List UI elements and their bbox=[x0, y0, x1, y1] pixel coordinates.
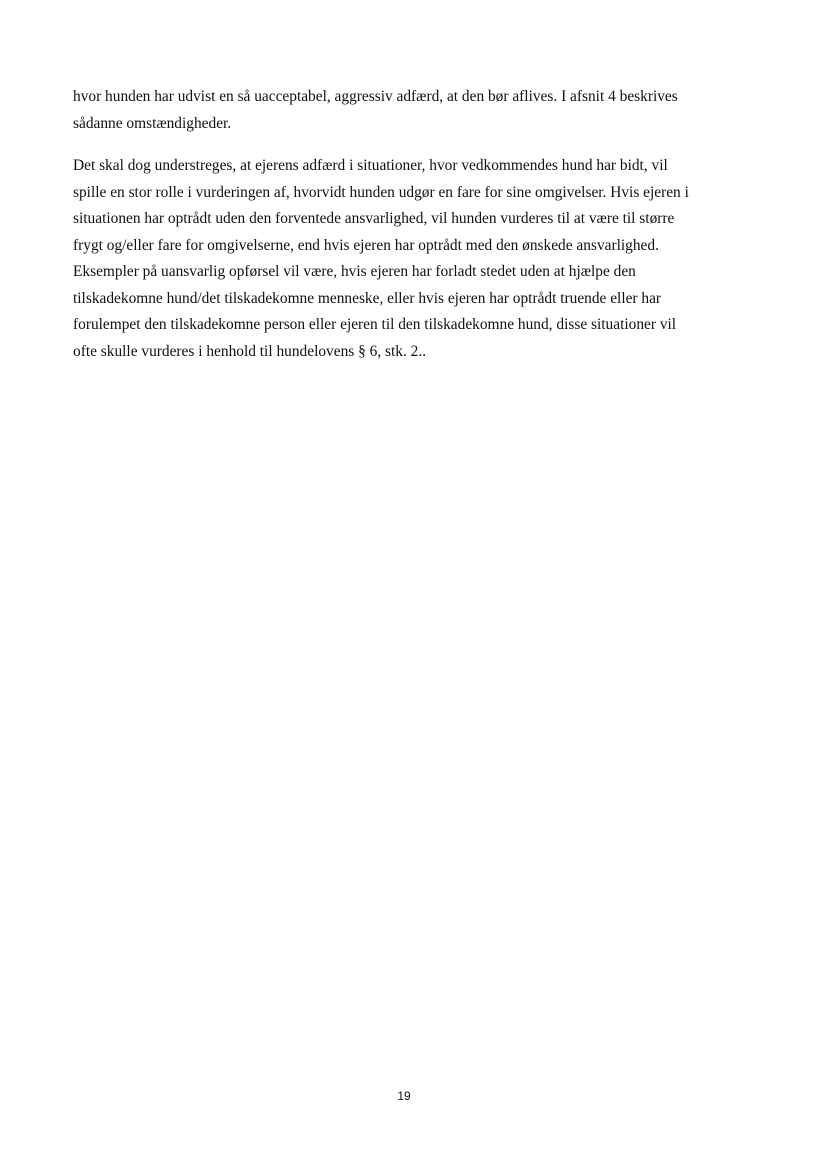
text-line: ofte skulle vurderes i henhold til hundelovens § 6, stk. 2.. bbox=[73, 342, 427, 360]
text-line: sådanne omstændigheder. bbox=[73, 114, 232, 132]
page-number: 19 bbox=[397, 1089, 411, 1103]
text-line: hvor hunden har udvist en så uacceptabel, aggressiv adfærd, at den bør aflives. I afsnit 4 beskrives bbox=[73, 88, 678, 105]
paragraph-1 bbox=[73, 84, 753, 137]
text-line: forulempet den tilskadekomne person eller ejeren til den tilskadekomne hund, disse situationer vil bbox=[73, 316, 677, 333]
paragraph-2 bbox=[73, 153, 753, 365]
text-line: Eksempler på uansvarlig opførsel vil være, hvis ejeren har forladt stedet uden at hjælpe den bbox=[73, 263, 636, 280]
text-line: Det skal dog understreges, at ejerens adfærd i situationer, hvor vedkommendes hund har bidt, vil bbox=[73, 157, 668, 174]
body-text bbox=[73, 84, 753, 365]
text-line: situationen har optrådt uden den forventede ansvarlighed, vil hunden vurderes til at være til større bbox=[73, 210, 675, 227]
text-line: frygt og/eller fare for omgivelserne, end hvis ejeren har optrådt med den ønskede ansvarlighed. bbox=[73, 236, 659, 254]
text-line: tilskadekomne hund/det tilskadekomne menneske, eller hvis ejeren har optrådt truende eller har bbox=[73, 289, 662, 307]
text-line: spille en stor rolle i vurderingen af, hvorvidt hunden udgør en fare for sine omgivelser. Hvis ejeren i bbox=[73, 183, 689, 201]
